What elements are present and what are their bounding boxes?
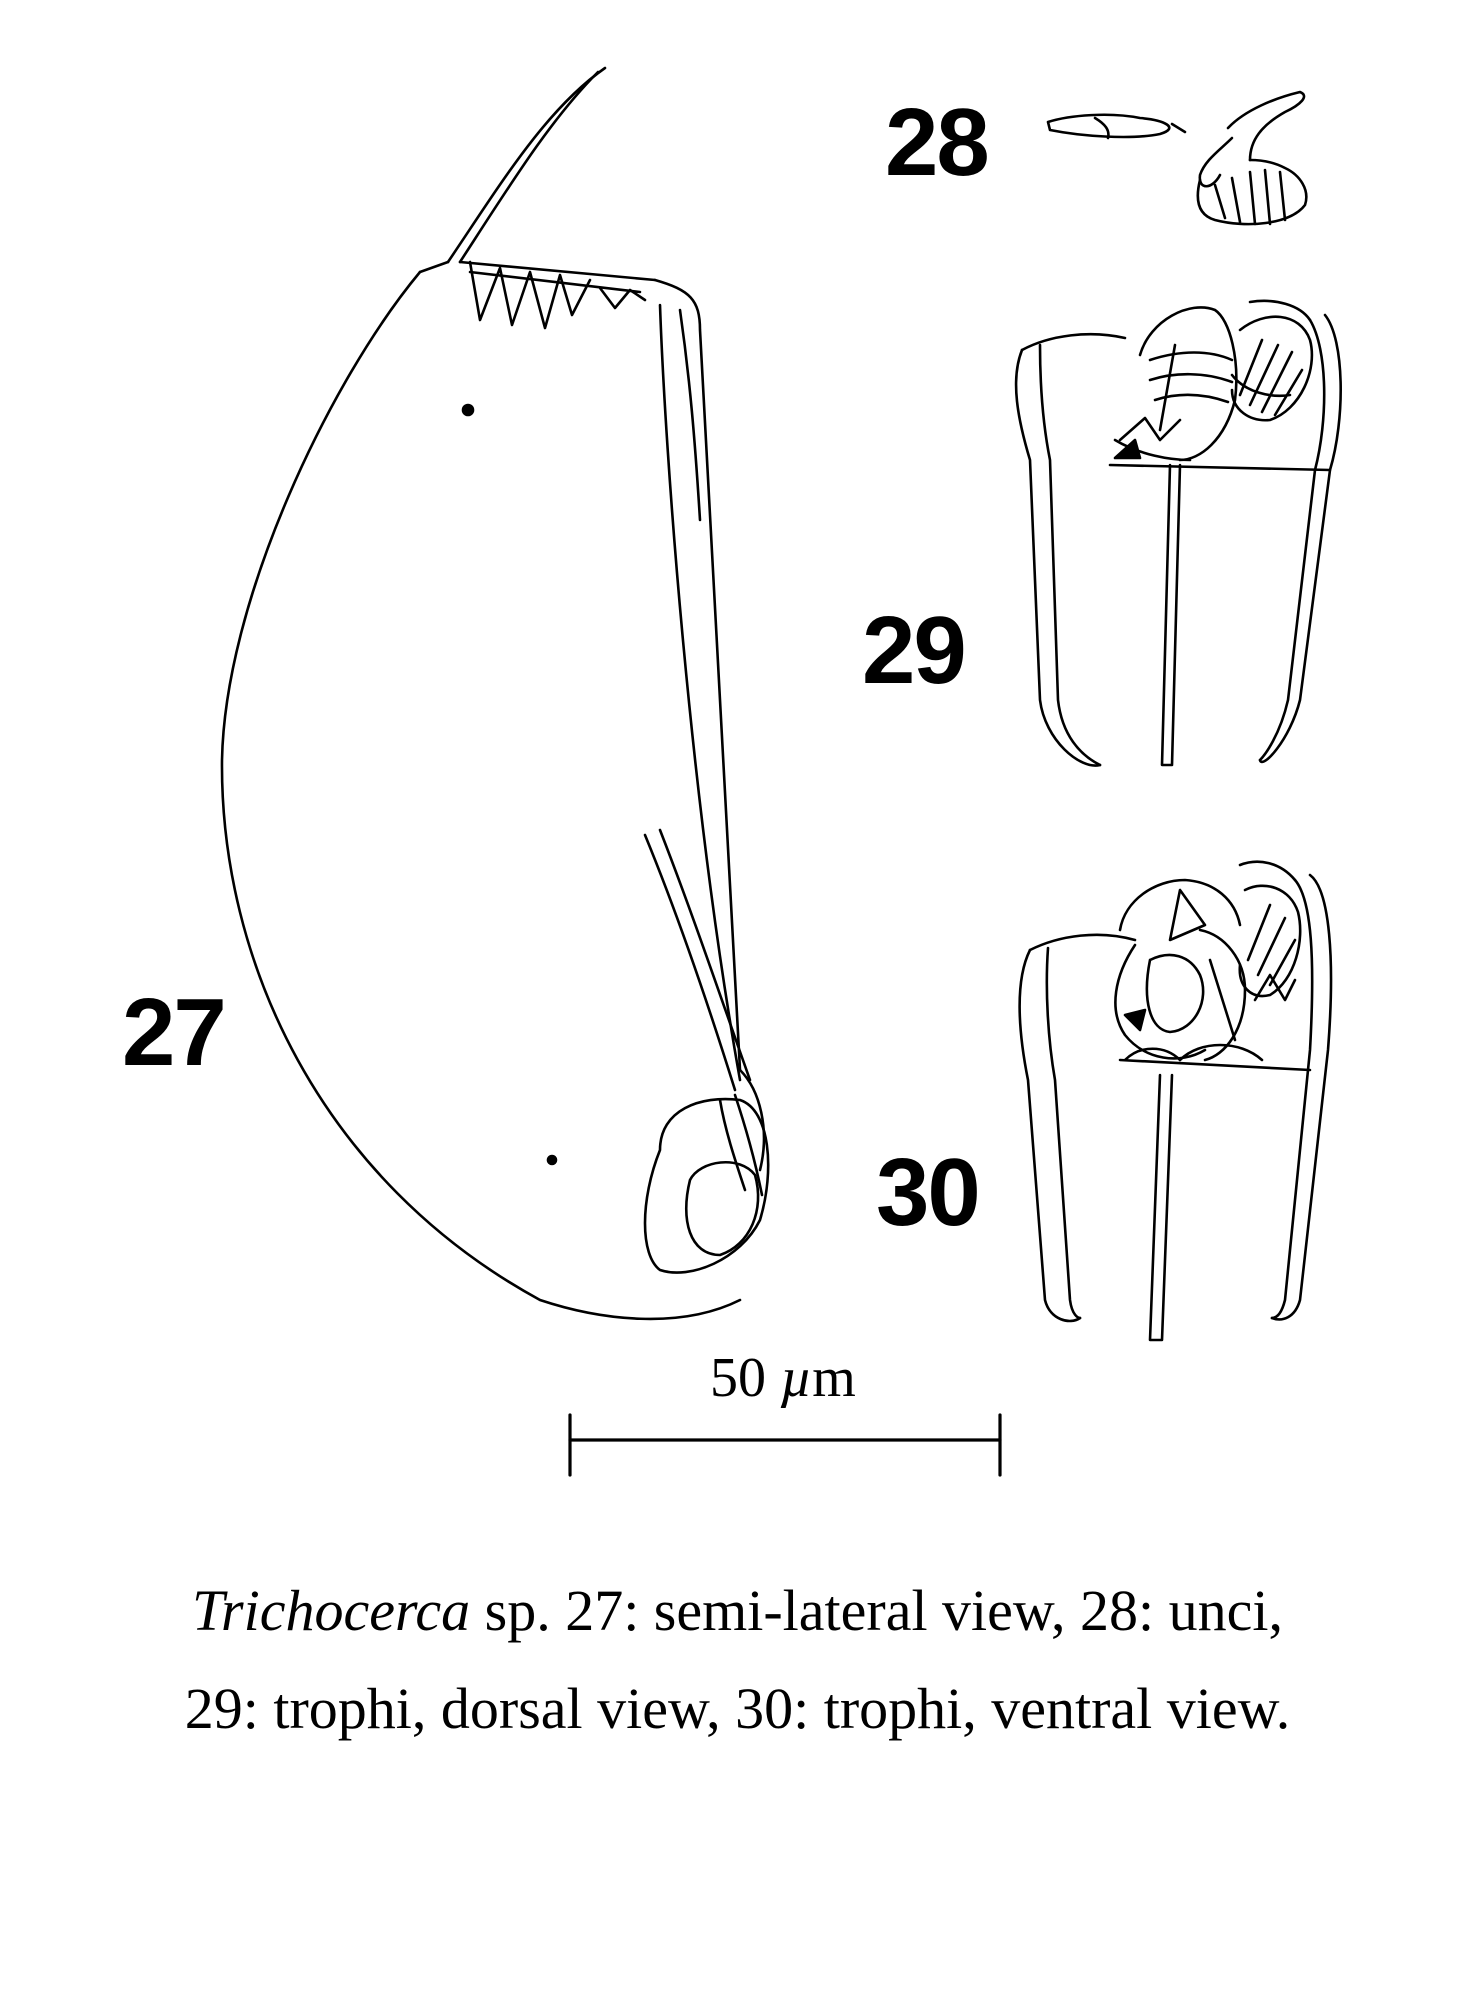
- scale-bar-unit-suffix: m: [812, 1347, 856, 1409]
- figure-label-28: 28: [885, 89, 988, 196]
- figure-label-30: 30: [876, 1139, 979, 1246]
- scale-bar: [570, 1415, 1000, 1475]
- scale-bar-value: 50: [710, 1347, 766, 1409]
- scale-bar-label: [710, 1347, 856, 1409]
- caption-line1-text: sp. 27: semi-lateral view, 28: unci,: [470, 1578, 1284, 1643]
- caption-line-1: [0, 1578, 1475, 1643]
- caption-line-2: 29: trophi, dorsal view, 30: trophi, ventral view.: [184, 1676, 1291, 1741]
- fig30-trophi-ventral-drawing: [1020, 862, 1331, 1340]
- fig28-unci-drawing: [1048, 92, 1306, 224]
- caption-genus: Trichocerca: [191, 1578, 471, 1643]
- fig27-lorica-drawing: [222, 68, 768, 1319]
- figure-label-27: 27: [122, 979, 225, 1086]
- scale-bar-unit-prefix: µ: [780, 1347, 813, 1409]
- figure-label-29: 29: [862, 597, 965, 704]
- fig29-trophi-dorsal-drawing: [1016, 301, 1341, 766]
